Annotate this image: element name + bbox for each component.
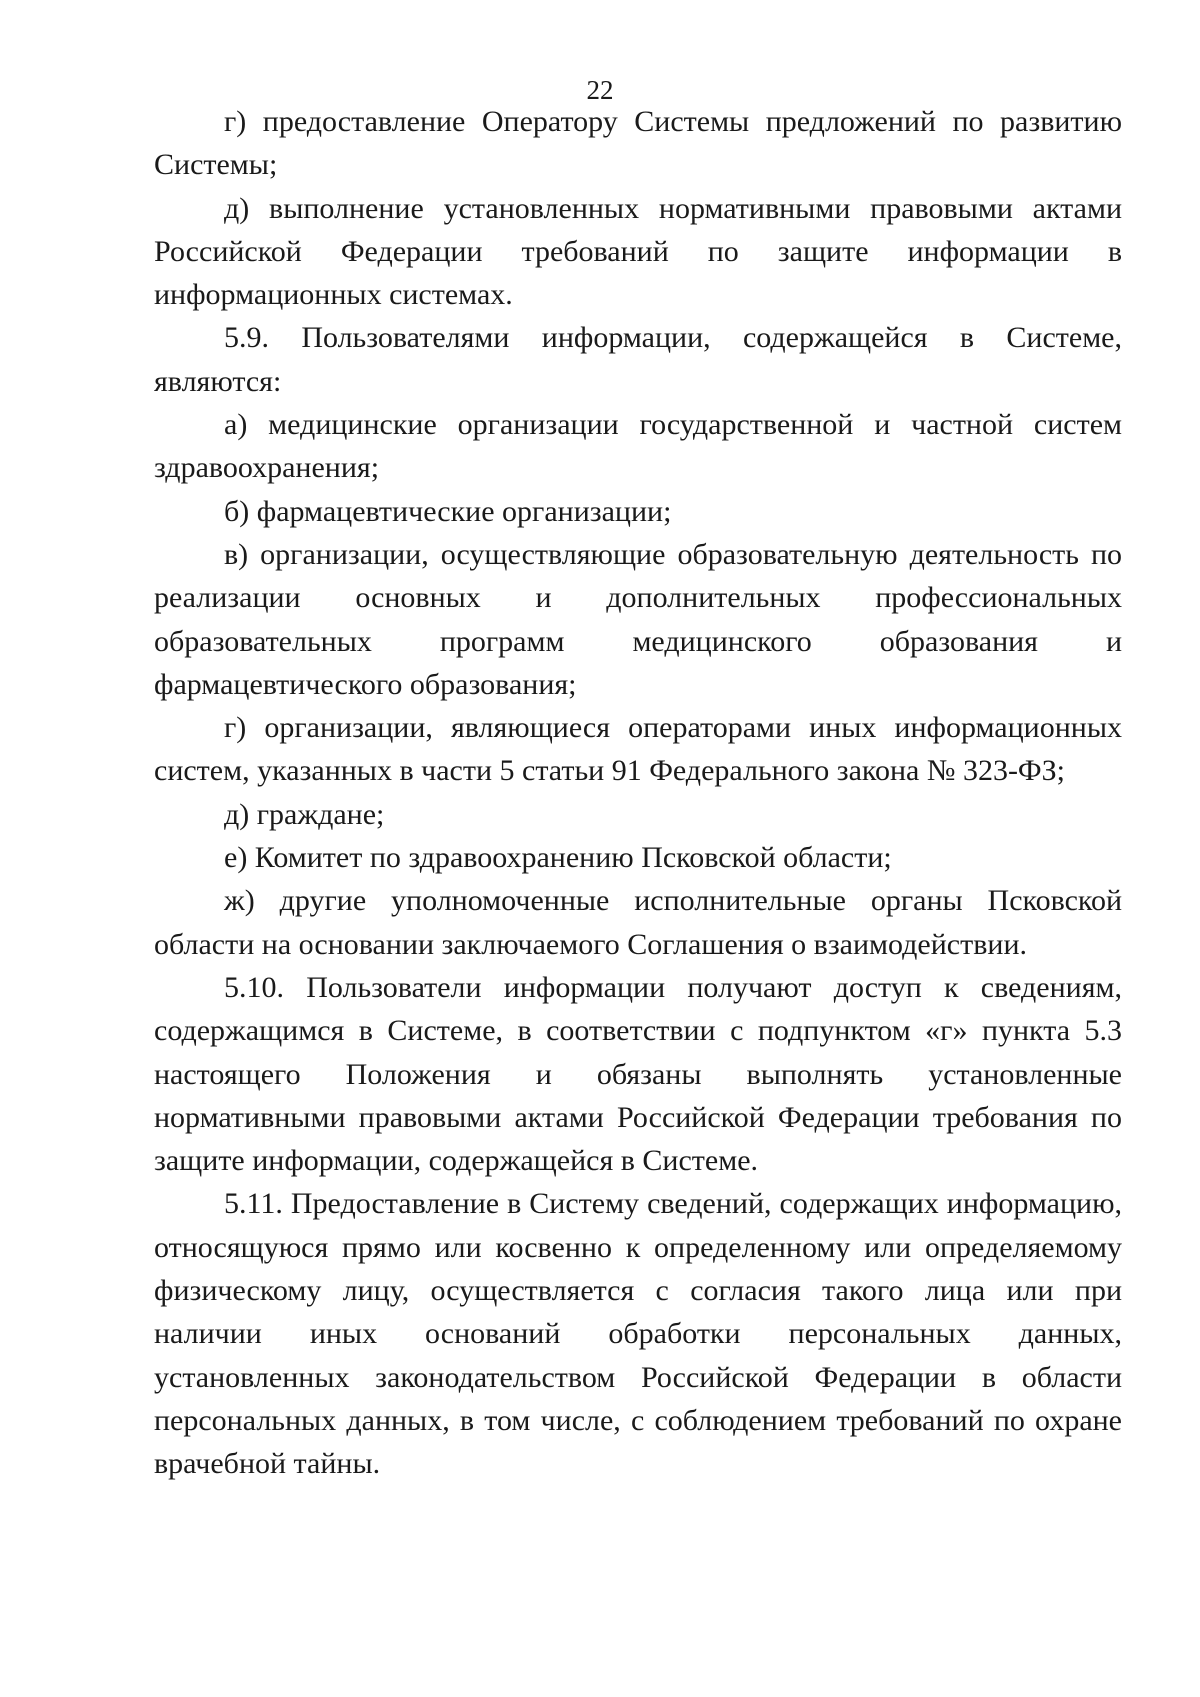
list-item-d: д) граждане; [224, 797, 385, 831]
list-item-zh: ж) другие уполномоченные исполнительные органы Псковской области на основании заключаемого Соглашения о взаимодействии. [154, 884, 1122, 961]
page-number: 22 [586, 75, 614, 105]
list-item-a: а) медицинские организации государственной и частной систем здравоохранения; [154, 408, 1122, 485]
list-item-e: е) Комитет по здравоохранению Псковской области; [224, 841, 892, 875]
list-item-v: в) организации, осуществляющие образовательную деятельность по реализации основных и дополнительных профессиональных образовательных программ медицинского образования и фармацевтического образования; [154, 537, 1122, 701]
list-item-b: б) фармацевтические организации; [224, 494, 672, 528]
paragraph-clause-5-10: 5.10. Пользователи информации получают доступ к сведениям, содержащимся в Системе, в соответствии с подпунктом «г» пункта 5.3 настоящего Положения и обязаны выполнять установленные нормативными правовыми актами Российской Федерации требования по защите информации, содержащейся в Системе. [154, 970, 1122, 1178]
document-body [154, 100, 1122, 1486]
paragraph-item-d: д) выполнение установленных нормативными правовыми актами Российской Федерации требований по защите информации в информационных системах. [154, 191, 1122, 312]
list-item-g: г) организации, являющиеся операторами иных информационных систем, указанных в части 5 статьи 91 Федерального закона № 323-ФЗ; [154, 711, 1122, 788]
paragraph-clause-5-11: 5.11. Предоставление в Систему сведений, содержащих информацию, относящуюся прямо или косвенно к определенному или определяемому физическому лицу, осуществляется с согласия такого лица или при наличии иных оснований обработки персональных данных, установленных законодательством Российской Федерации в области персональных данных, в том числе, с соблюдением требований по охране врачебной тайны. [154, 1187, 1122, 1481]
paragraph-item-g: г) предоставление Оператору Системы предложений по развитию Системы; [154, 105, 1122, 182]
paragraph-clause-5-9: 5.9. Пользователями информации, содержащейся в Системе, являются: [154, 321, 1122, 398]
